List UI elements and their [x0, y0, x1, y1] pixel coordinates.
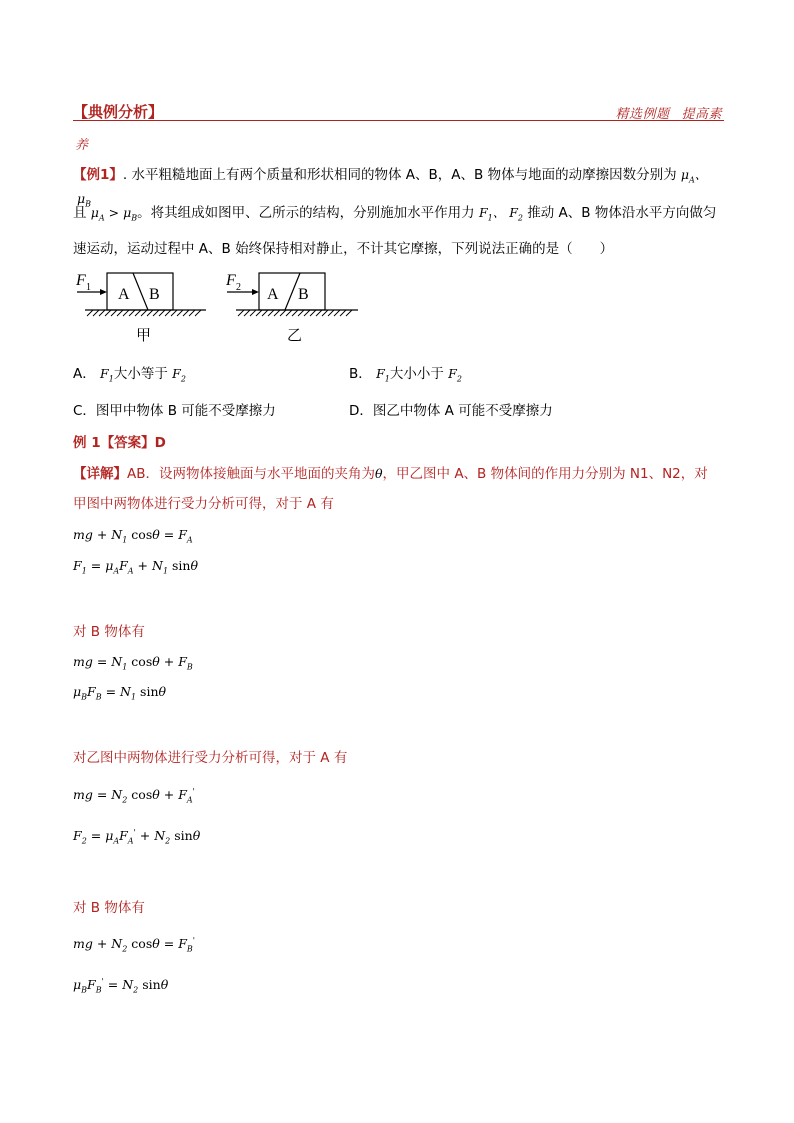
- block-a-yi: A: [267, 286, 279, 303]
- question-line-2: [73, 204, 724, 228]
- option-a: A． $F_1$大小等于 $F_2$: [73, 366, 186, 384]
- question-text-1: . 水平粗糙地面上有两个质量和形状相同的物体 A、B，A、B 物体与地面的动摩擦因数分别为: [122, 167, 677, 183]
- block-b-jia: B: [149, 286, 160, 303]
- block-diagram: [73, 268, 373, 348]
- diagram-yi: [225, 272, 358, 344]
- equation-2: $F_1 = \mu_AF_A + N_1$ sinθ: [73, 558, 199, 576]
- force-sub-1: 1: [86, 282, 91, 293]
- force-arrowhead-1: [100, 289, 107, 295]
- detail-yi-intro: 对乙图中两物体进行受力分析可得，对于 A 有: [73, 750, 348, 766]
- question-text-2c: 推动 A、B 物体沿水平方向做匀: [527, 205, 717, 221]
- ground-hatch-yi: [238, 310, 352, 316]
- equation-3: mg = $N_1$ $\cos\theta + F_B$: [73, 654, 193, 672]
- force-symbols: $F_1$、 $F_2$: [478, 205, 523, 223]
- option-a-label: A．: [73, 366, 96, 382]
- equation-6: $F_2 = \mu_AF_A' + N_2$ sinθ: [73, 828, 201, 846]
- caption-yi: 乙: [287, 328, 303, 344]
- mu-inequality: $\mu_A > \mu_B$: [90, 205, 138, 223]
- block-a-jia: A: [118, 286, 130, 303]
- detail-b-intro-2: 对 B 物体有: [73, 900, 145, 916]
- question-label: 【例1】: [73, 167, 123, 183]
- detail-line-2: 甲图中两物体进行受力分析可得，对于 A 有: [73, 496, 334, 512]
- force-sub-2: 2: [236, 282, 241, 293]
- option-b: B． $F_1$大小小于 $F_2$: [349, 366, 462, 384]
- equation-7: mg + $N_2$ $\cos\theta = F_B'$: [73, 936, 195, 954]
- detail-text-1b: ，甲乙图中 A、B 物体间的作用力分别为 N1、N2，对: [382, 466, 708, 482]
- option-b-text: 大小小于: [389, 366, 444, 382]
- subtitle-wrap: 养: [75, 138, 89, 153]
- force-label-f2: F: [226, 272, 236, 289]
- equation-8: $\mu_BF_B' = N_2$ sinθ: [73, 977, 169, 995]
- ground-hatch-jia: [87, 310, 201, 316]
- detail-b-intro-1: 对 B 物体有: [73, 624, 145, 640]
- subtitle-part-2: 提高素: [681, 107, 722, 122]
- diagram-jia: [75, 272, 206, 344]
- option-b-label: B．: [349, 366, 372, 382]
- header-divider: [73, 120, 724, 121]
- equation-4: $\mu_BF_B = N_1$ sinθ: [73, 684, 167, 702]
- question-text-2b: 。将其组成如图甲、乙所示的结构，分别施加水平作用力: [137, 205, 475, 221]
- detail-label: 【详解】: [73, 466, 127, 482]
- subtitle-part-1: 精选例题: [615, 107, 670, 122]
- question-text-2a: 且: [73, 205, 87, 221]
- question-line-3: 速运动，运动过程中 A、B 始终保持相对静止，不计其它摩擦，下列说法正确的是（ ）: [73, 241, 614, 257]
- contact-face-jia: [133, 273, 148, 310]
- equation-1: mg + $N_1$ $\cos\theta = F_A$: [73, 527, 193, 545]
- option-c: C．图甲中物体 B 可能不受摩擦力: [73, 403, 276, 419]
- answer-line: 例 1【答案】D: [73, 435, 166, 451]
- mu-a-b-symbols: $\mu_A$、$\mu_B$: [77, 167, 708, 208]
- force-label-f1: F: [76, 272, 86, 289]
- detail-line-1: 【详解】AB．设两物体接触面与水平地面的夹角为θ，甲乙图中 A、B 物体间的作用力分别为 N1、N2，对: [73, 466, 708, 482]
- detail-text-1a: AB．设两物体接触面与水平地面的夹角为: [127, 466, 375, 482]
- block-b-yi: B: [298, 286, 309, 303]
- caption-jia: 甲: [136, 328, 152, 344]
- equation-5: mg = $N_2$ $\cos\theta + F_A'$: [73, 787, 195, 805]
- option-d: D．图乙中物体 A 可能不受摩擦力: [349, 403, 553, 419]
- section-title: 【典例分析】: [73, 103, 164, 121]
- option-a-text: 大小等于: [113, 366, 168, 382]
- force-arrowhead-2: [252, 289, 259, 295]
